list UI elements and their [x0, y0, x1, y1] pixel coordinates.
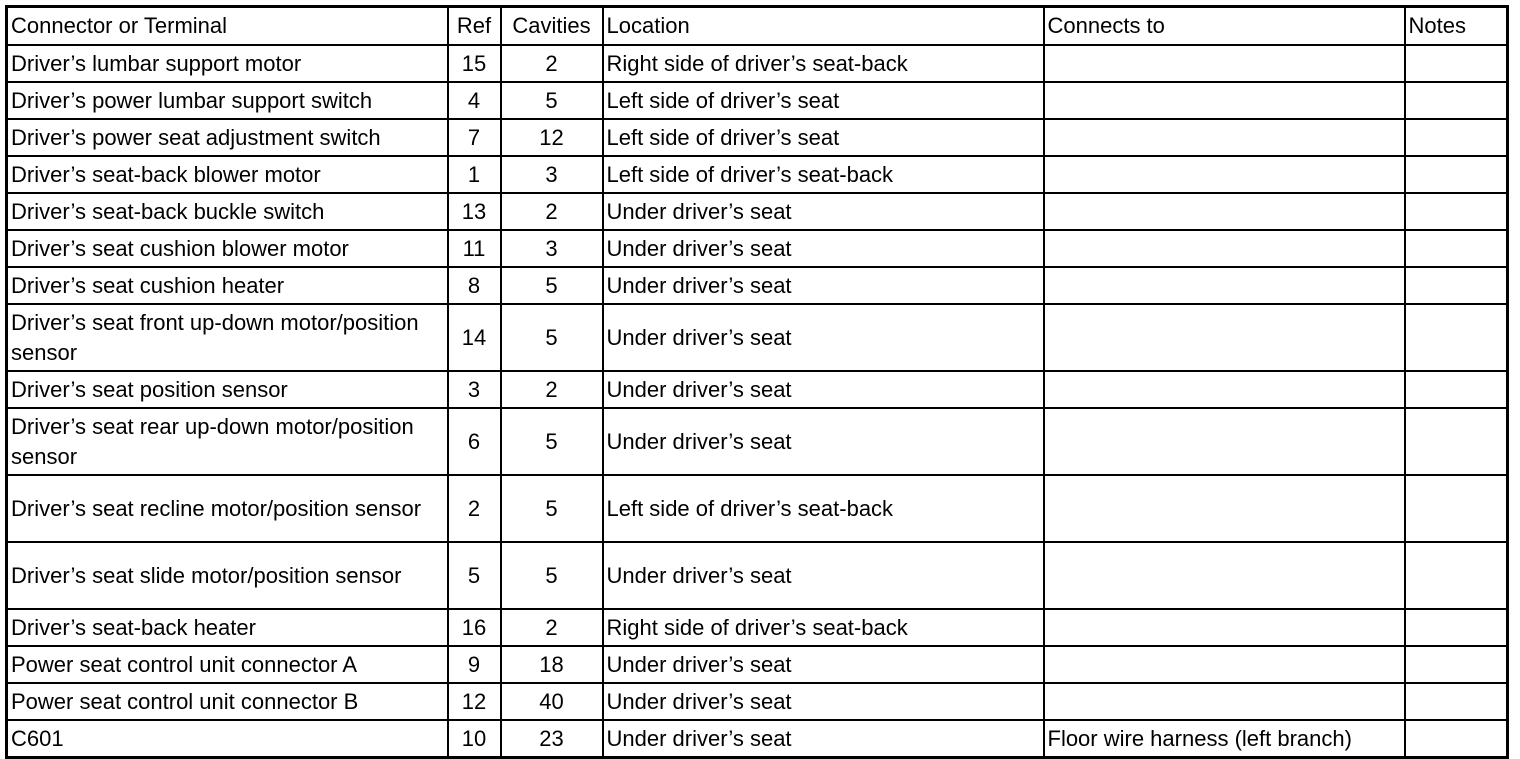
cell-cavities: 12 [501, 119, 603, 156]
cell-connects-to [1044, 45, 1405, 82]
table-row [7, 230, 1508, 267]
header-notes: Notes [1405, 7, 1508, 46]
cell-ref: 9 [448, 646, 501, 683]
cell-cavities: 5 [501, 304, 603, 371]
cell-ref: 10 [448, 720, 501, 758]
cell-location: Under driver’s seat [603, 230, 1044, 267]
cell-location: Right side of driver’s seat-back [603, 609, 1044, 646]
cell-location: Under driver’s seat [603, 646, 1044, 683]
cell-cavities: 2 [501, 193, 603, 230]
cell-ref: 7 [448, 119, 501, 156]
cell-notes [1405, 230, 1508, 267]
header-location: Location [603, 7, 1044, 46]
cell-connector: Driver’s seat position sensor [7, 371, 448, 408]
cell-connector: Driver’s power seat adjustment switch [7, 119, 448, 156]
cell-notes [1405, 720, 1508, 758]
cell-notes [1405, 371, 1508, 408]
cell-cavities: 40 [501, 683, 603, 720]
cell-cavities: 5 [501, 82, 603, 119]
cell-notes [1405, 82, 1508, 119]
cell-cavities: 5 [501, 408, 603, 475]
cell-notes [1405, 408, 1508, 475]
cell-location: Under driver’s seat [603, 304, 1044, 371]
cell-cavities: 2 [501, 609, 603, 646]
cell-ref: 15 [448, 45, 501, 82]
cell-connects-to [1044, 156, 1405, 193]
cell-cavities: 5 [501, 475, 603, 542]
cell-ref: 4 [448, 82, 501, 119]
table-row [7, 156, 1508, 193]
cell-connects-to [1044, 304, 1405, 371]
cell-ref: 11 [448, 230, 501, 267]
cell-connector: Power seat control unit connector B [7, 683, 448, 720]
cell-cavities: 5 [501, 267, 603, 304]
cell-connects-to [1044, 267, 1405, 304]
table-row [7, 646, 1508, 683]
cell-location: Under driver’s seat [603, 720, 1044, 758]
header-connects-to: Connects to [1044, 7, 1405, 46]
cell-connects-to [1044, 371, 1405, 408]
cell-notes [1405, 45, 1508, 82]
cell-ref: 12 [448, 683, 501, 720]
header-connector: Connector or Terminal [7, 7, 448, 46]
cell-cavities: 23 [501, 720, 603, 758]
cell-ref: 13 [448, 193, 501, 230]
cell-connects-to: Floor wire harness (left branch) [1044, 720, 1405, 758]
cell-notes [1405, 304, 1508, 371]
cell-connects-to [1044, 408, 1405, 475]
cell-cavities: 2 [501, 371, 603, 408]
cell-location: Under driver’s seat [603, 542, 1044, 609]
cell-location: Left side of driver’s seat [603, 82, 1044, 119]
cell-notes [1405, 119, 1508, 156]
cell-connector: C601 [7, 720, 448, 758]
cell-notes [1405, 267, 1508, 304]
table-row [7, 193, 1508, 230]
cell-connector: Driver’s seat slide motor/position sensor [7, 542, 448, 609]
table-row [7, 720, 1508, 758]
table-row [7, 475, 1508, 542]
cell-ref: 14 [448, 304, 501, 371]
cell-connects-to [1044, 230, 1405, 267]
cell-location: Under driver’s seat [603, 408, 1044, 475]
cell-ref: 8 [448, 267, 501, 304]
cell-notes [1405, 609, 1508, 646]
cell-connector: Driver’s seat cushion blower motor [7, 230, 448, 267]
cell-notes [1405, 156, 1508, 193]
cell-ref: 2 [448, 475, 501, 542]
cell-cavities: 18 [501, 646, 603, 683]
cell-location: Under driver’s seat [603, 683, 1044, 720]
cell-connects-to [1044, 609, 1405, 646]
cell-connector: Driver’s seat-back blower motor [7, 156, 448, 193]
header-ref: Ref [448, 7, 501, 46]
cell-cavities: 5 [501, 542, 603, 609]
table-row [7, 304, 1508, 371]
cell-notes [1405, 193, 1508, 230]
cell-connects-to [1044, 193, 1405, 230]
cell-ref: 6 [448, 408, 501, 475]
table-row [7, 542, 1508, 609]
table-row [7, 609, 1508, 646]
cell-connector: Driver’s power lumbar support switch [7, 82, 448, 119]
cell-connector: Driver’s seat-back buckle switch [7, 193, 448, 230]
cell-cavities: 2 [501, 45, 603, 82]
cell-location: Right side of driver’s seat-back [603, 45, 1044, 82]
cell-location: Left side of driver’s seat-back [603, 475, 1044, 542]
table-row [7, 683, 1508, 720]
cell-ref: 5 [448, 542, 501, 609]
table-row [7, 267, 1508, 304]
cell-connects-to [1044, 475, 1405, 542]
table-row [7, 82, 1508, 119]
cell-location: Left side of driver’s seat [603, 119, 1044, 156]
cell-connects-to [1044, 82, 1405, 119]
cell-cavities: 3 [501, 230, 603, 267]
cell-connector: Driver’s seat-back heater [7, 609, 448, 646]
cell-connects-to [1044, 646, 1405, 683]
cell-connects-to [1044, 119, 1405, 156]
cell-connector: Power seat control unit connector A [7, 646, 448, 683]
cell-cavities: 3 [501, 156, 603, 193]
cell-connector: Driver’s seat front up-down motor/position sensor [7, 304, 448, 371]
cell-notes [1405, 475, 1508, 542]
cell-notes [1405, 646, 1508, 683]
table-row [7, 45, 1508, 82]
cell-notes [1405, 542, 1508, 609]
cell-ref: 3 [448, 371, 501, 408]
cell-notes [1405, 683, 1508, 720]
table-row [7, 119, 1508, 156]
cell-location: Under driver’s seat [603, 267, 1044, 304]
cell-location: Under driver’s seat [603, 371, 1044, 408]
table-row [7, 408, 1508, 475]
cell-connector: Driver’s lumbar support motor [7, 45, 448, 82]
header-cavities: Cavities [501, 7, 603, 46]
cell-ref: 1 [448, 156, 501, 193]
connector-table [5, 5, 1509, 759]
cell-connects-to [1044, 683, 1405, 720]
cell-location: Left side of driver’s seat-back [603, 156, 1044, 193]
cell-connector: Driver’s seat cushion heater [7, 267, 448, 304]
header-row [7, 7, 1508, 46]
cell-location: Under driver’s seat [603, 193, 1044, 230]
cell-connector: Driver’s seat recline motor/position sensor [7, 475, 448, 542]
table-row [7, 371, 1508, 408]
cell-connector: Driver’s seat rear up-down motor/position sensor [7, 408, 448, 475]
cell-connects-to [1044, 542, 1405, 609]
cell-ref: 16 [448, 609, 501, 646]
